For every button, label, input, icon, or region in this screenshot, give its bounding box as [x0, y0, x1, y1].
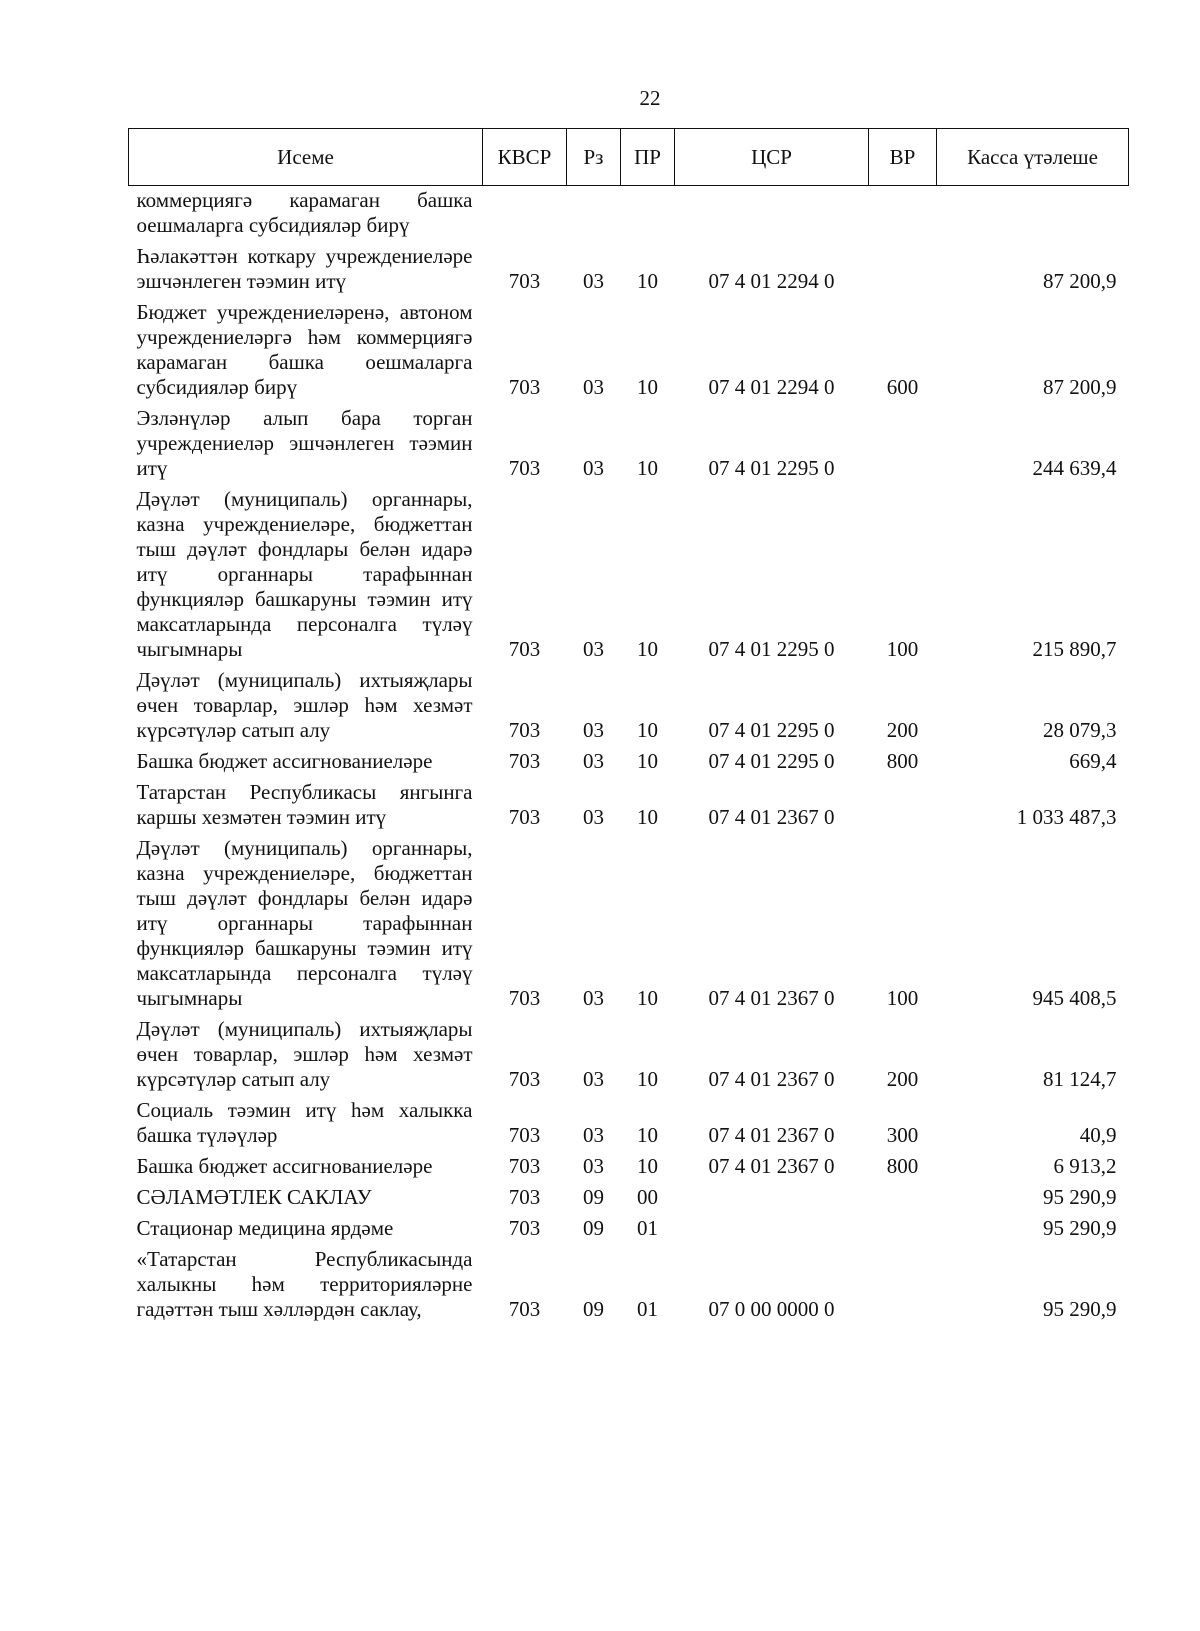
- table-header: [129, 129, 1129, 186]
- cell-name: Дәүләт (муниципаль) ихтыяҗлары өчен товарлар, эшләр һәм хезмәт күрсәтүләр сатып алу: [136, 668, 473, 742]
- cell-pr: 10: [637, 1123, 658, 1147]
- header-sum: Касса үтәлеше: [937, 129, 1129, 186]
- table-row: [129, 1245, 1129, 1326]
- cell-csr: 07 4 01 2295 0: [708, 456, 835, 480]
- cell-name: Башка бюджет ассигнованиеләре: [136, 749, 433, 773]
- header-csr: ЦСР: [675, 129, 869, 186]
- header-rz: Рз: [567, 129, 621, 186]
- cell-csr: [675, 1183, 869, 1214]
- cell-pr: 01: [637, 1216, 658, 1240]
- cell-name: Дәүләт (муниципаль) органнары, казна учреждениеләре, бюджеттан тыш дәүләт фондлары белән идарә итү органнары тарафыннан функцияләр башкаруны тәэмин итү максатларында персоналга түләү чыгымнары: [136, 836, 473, 1010]
- cell-sum: 87 200,9: [1043, 375, 1117, 399]
- cell-vr: 100: [886, 986, 919, 1010]
- cell-vr: 200: [886, 1067, 919, 1091]
- cell-csr: 07 4 01 2294 0: [708, 375, 835, 399]
- budget-table: [128, 128, 1129, 1326]
- cell-kvsr: 703: [508, 1154, 541, 1178]
- cell-sum: 244 639,4: [1032, 456, 1117, 480]
- cell-rz: [567, 186, 621, 243]
- cell-vr: [869, 1183, 937, 1214]
- cell-rz: 09: [583, 1297, 604, 1321]
- cell-name: Дәүләт (муниципаль) ихтыяҗлары өчен товарлар, эшләр һәм хезмәт күрсәтүләр сатып алу: [136, 1017, 473, 1091]
- table-row: [129, 242, 1129, 298]
- cell-csr: 07 4 01 2367 0: [708, 1123, 835, 1147]
- cell-csr: 07 4 01 2295 0: [708, 749, 835, 773]
- cell-kvsr: 703: [508, 375, 541, 399]
- cell-sum: 95 290,9: [1043, 1185, 1117, 1209]
- header-vr: ВР: [869, 129, 937, 186]
- cell-kvsr: 703: [508, 1067, 541, 1091]
- cell-csr: 07 4 01 2367 0: [708, 1154, 835, 1178]
- cell-kvsr: 703: [508, 718, 541, 742]
- cell-csr: 07 4 01 2367 0: [708, 805, 835, 829]
- cell-pr: 10: [637, 637, 658, 661]
- cell-name: Эзләнүләр алып бара торган учреждениеләр эшчәнлеген тәэмин итү: [136, 406, 473, 480]
- cell-sum: 95 290,9: [1043, 1297, 1117, 1321]
- cell-rz: 03: [583, 718, 604, 742]
- cell-kvsr: 703: [508, 986, 541, 1010]
- header-pr: ПР: [621, 129, 675, 186]
- cell-sum: 81 124,7: [1043, 1067, 1117, 1091]
- cell-rz: 03: [583, 456, 604, 480]
- cell-kvsr: 703: [508, 1297, 541, 1321]
- cell-sum: 87 200,9: [1043, 269, 1117, 293]
- cell-sum: 6 913,2: [1053, 1154, 1117, 1178]
- cell-sum: 1 033 487,3: [1016, 805, 1117, 829]
- cell-pr: 10: [637, 1067, 658, 1091]
- cell-rz: 03: [583, 986, 604, 1010]
- table-row: [129, 778, 1129, 834]
- cell-sum: 40,9: [1079, 1123, 1117, 1147]
- cell-pr: 10: [637, 456, 658, 480]
- cell-pr: 00: [637, 1185, 658, 1209]
- cell-rz: 03: [583, 1123, 604, 1147]
- table-row: [129, 404, 1129, 485]
- cell-name: Социаль тәэмин итү һәм халыкка башка түләүләр: [136, 1098, 473, 1147]
- cell-csr: 07 4 01 2295 0: [708, 637, 835, 661]
- cell-pr: 10: [637, 1154, 658, 1178]
- cell-name: «Татарстан Республикасында халыкны һәм территорияләрне гадәттән тыш хәлләрдән саклау,: [136, 1247, 473, 1321]
- cell-vr: 200: [886, 718, 919, 742]
- table-row: [129, 298, 1129, 404]
- table-row: [129, 1183, 1129, 1214]
- cell-vr: [869, 1245, 937, 1326]
- table-row: [129, 1214, 1129, 1245]
- cell-kvsr: 703: [508, 1185, 541, 1209]
- header-kvsr: КВСР: [483, 129, 567, 186]
- cell-csr: [675, 1214, 869, 1245]
- cell-sum: 215 890,7: [1032, 637, 1117, 661]
- cell-kvsr: 703: [508, 637, 541, 661]
- cell-vr: [869, 242, 937, 298]
- cell-pr: 10: [637, 269, 658, 293]
- table-row: [129, 1015, 1129, 1096]
- cell-name: Һәлакәттән коткару учреждениеләре эшчәнлеген тәэмин итү: [136, 244, 473, 293]
- cell-kvsr: 703: [508, 456, 541, 480]
- cell-vr: 800: [886, 1154, 919, 1178]
- cell-name: СӘЛАМӘТЛЕК САКЛАУ: [136, 1185, 372, 1209]
- cell-pr: 10: [637, 718, 658, 742]
- cell-kvsr: 703: [508, 805, 541, 829]
- table-row: [129, 747, 1129, 778]
- cell-rz: 03: [583, 805, 604, 829]
- cell-kvsr: 703: [508, 749, 541, 773]
- table-body: [129, 186, 1129, 1327]
- cell-csr: 07 0 00 0000 0: [708, 1297, 835, 1321]
- cell-rz: 09: [583, 1216, 604, 1240]
- cell-pr: 10: [637, 375, 658, 399]
- cell-csr: [675, 186, 869, 243]
- page-number: 22: [639, 86, 661, 110]
- cell-pr: 10: [637, 805, 658, 829]
- cell-rz: 03: [583, 637, 604, 661]
- cell-kvsr: 703: [508, 1216, 541, 1240]
- cell-pr: 10: [637, 749, 658, 773]
- cell-pr: [621, 186, 675, 243]
- cell-vr: [869, 778, 937, 834]
- cell-sum: 945 408,5: [1032, 986, 1117, 1010]
- cell-sum: 95 290,9: [1043, 1216, 1117, 1240]
- cell-kvsr: 703: [508, 269, 541, 293]
- cell-csr: 07 4 01 2367 0: [708, 986, 835, 1010]
- cell-rz: 03: [583, 1067, 604, 1091]
- cell-sum: 669,4: [1069, 749, 1117, 773]
- cell-name: Бюджет учреждениеләренә, автоном учреждениеләргә һәм коммерциягә карамаган башка оешмаларга субсидияләр бирү: [136, 300, 473, 399]
- cell-vr: 100: [886, 637, 919, 661]
- cell-vr: 800: [886, 749, 919, 773]
- cell-csr: 07 4 01 2294 0: [708, 269, 835, 293]
- cell-pr: 01: [637, 1297, 658, 1321]
- cell-rz: 09: [583, 1185, 604, 1209]
- cell-name: Татарстан Республикасы янгынга каршы хезмәтен тәэмин итү: [136, 780, 473, 829]
- cell-rz: 03: [583, 269, 604, 293]
- cell-rz: 03: [583, 1154, 604, 1178]
- table-row: [129, 834, 1129, 1015]
- cell-vr: [869, 1214, 937, 1245]
- cell-vr: [869, 404, 937, 485]
- table-row: [129, 1152, 1129, 1183]
- table-row: [129, 485, 1129, 666]
- table-row: [129, 1096, 1129, 1152]
- cell-pr: 10: [637, 986, 658, 1010]
- cell-sum: 28 079,3: [1043, 718, 1117, 742]
- cell-name: Стационар медицина ярдәме: [136, 1216, 394, 1240]
- cell-sum: [937, 186, 1129, 243]
- cell-rz: 03: [583, 375, 604, 399]
- cell-vr: [869, 186, 937, 243]
- cell-csr: 07 4 01 2295 0: [708, 718, 835, 742]
- cell-vr: 300: [886, 1123, 919, 1147]
- cell-name: Дәүләт (муниципаль) органнары, казна учреждениеләре, бюджеттан тыш дәүләт фондлары белән идарә итү органнары тарафыннан функцияләр башкаруны тәэмин итү максатларында персоналга түләү чыгымнары: [136, 487, 473, 661]
- cell-kvsr: [483, 186, 567, 243]
- table-row: [129, 186, 1129, 243]
- cell-name: Башка бюджет ассигнованиеләре: [136, 1154, 433, 1178]
- cell-rz: 03: [583, 749, 604, 773]
- header-name: Исеме: [129, 129, 483, 186]
- table-row: [129, 666, 1129, 747]
- cell-name: коммерциягә карамаган башка оешмаларга субсидияләр бирү: [136, 188, 473, 237]
- cell-csr: 07 4 01 2367 0: [708, 1067, 835, 1091]
- cell-kvsr: 703: [508, 1123, 541, 1147]
- cell-vr: 600: [886, 375, 919, 399]
